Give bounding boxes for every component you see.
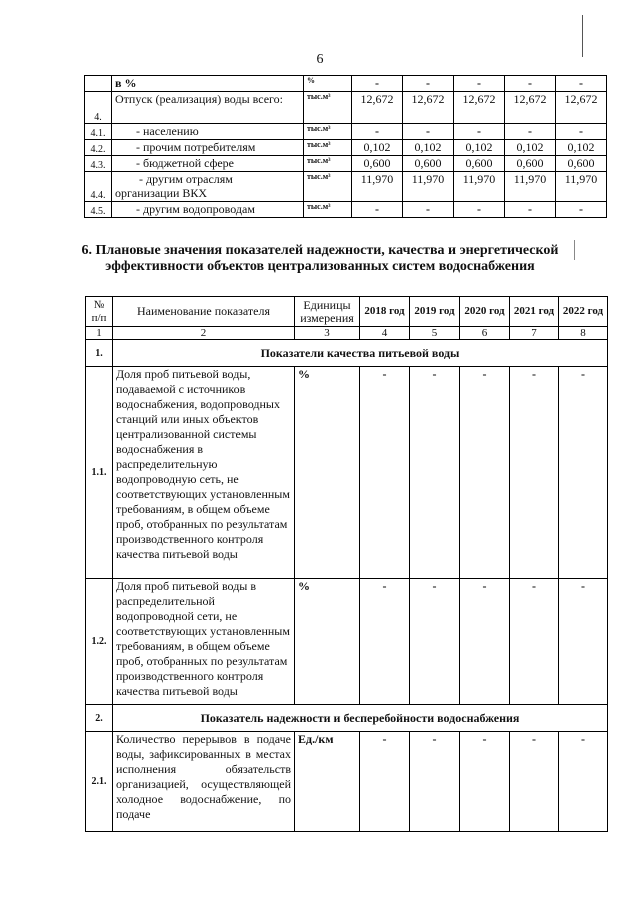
table-row: 4.5. - другим водопроводам тыс.м³ - - - - -	[85, 202, 607, 218]
table-row: в % % - - - - -	[85, 76, 607, 92]
row-unit: тыс.м³	[304, 124, 352, 140]
section-heading: 6. Плановые значения показателей надежности, качества и энергетической эффективности объектов централизованных систем водоснабжения	[81, 243, 559, 274]
row-name: Отпуск (реализация) воды всего:	[112, 92, 304, 124]
table-header-row	[86, 297, 608, 327]
row-name: - прочим потребителям	[112, 140, 304, 156]
section-title: Показатель надежности и бесперебойности водоснабжения	[113, 705, 608, 732]
row-unit: тыс.м³	[304, 156, 352, 172]
planned-indicators-table	[85, 296, 608, 832]
page-number: 6	[316, 52, 324, 67]
table-row: 1.1. Доля проб питьевой воды, подаваемой с источников водоснабжения, водопроводных станций или иных объектов централизованной системы водоснабжения в распределительную водопроводную сеть, не соответствующих установленным требованиям, в общем объеме проб, отобранных по результатам производственного контроля качества питьевой воды % - - - - -	[86, 367, 608, 579]
row-name: Доля проб питьевой воды в распределительной водопроводной сети, не соответствующих установленным требованиям, в общем объеме проб, отобранных по результатам производственного контроля качества питьевой воды	[113, 579, 295, 705]
header-year: 2018 год	[360, 297, 410, 327]
table-row: 4.1. - населению тыс.м³ - - - - -	[85, 124, 607, 140]
table-row: 4.3. - бюджетной сфере тыс.м³ 0,600 0,600 0,600 0,600 0,600	[85, 156, 607, 172]
header-year: 2021 год	[510, 297, 559, 327]
table-row: 4.2. - прочим потребителям тыс.м³ 0,102 0,102 0,102 0,102 0,102	[85, 140, 607, 156]
header-year: 2020 год	[460, 297, 510, 327]
row-unit: %	[295, 367, 360, 579]
header-num: № п/п	[86, 297, 113, 327]
row-name: Доля проб питьевой воды, подаваемой с источников водоснабжения, водопроводных станций или иных объектов централизованной системы водоснабжения в распределительную водопроводную сеть, не соответствующих установленным требованиям, в общем объеме проб, отобранных по результатам производственного контроля качества питьевой воды	[113, 367, 295, 579]
header-name: Наименование показателя	[113, 297, 295, 327]
header-year: 2019 год	[410, 297, 460, 327]
row-name: в %	[112, 76, 304, 92]
row-name: - другим водопроводам	[112, 202, 304, 218]
row-unit: тыс.м³	[304, 92, 352, 124]
row-unit: Ед./км	[295, 732, 360, 832]
table-row: 4. Отпуск (реализация) воды всего: тыс.м³ 12,672 12,672 12,672 12,672 12,672	[85, 92, 607, 124]
scan-artifact-line	[582, 15, 583, 57]
scan-artifact-line	[574, 240, 575, 260]
section-row: 1. Показатели качества питьевой воды	[86, 340, 608, 367]
header-year: 2022 год	[559, 297, 608, 327]
row-unit: тыс.м³	[304, 202, 352, 218]
section-title: Показатели качества питьевой воды	[113, 340, 608, 367]
table-row: 1.2. Доля проб питьевой воды в распределительной водопроводной сети, не соответствующих установленным требованиям, в общем объеме проб, отобранных по результатам производственного контроля качества питьевой воды % - - - - -	[86, 579, 608, 705]
column-index-row: 1 2 3 4 5 6 7 8	[86, 327, 608, 340]
row-name: Количество перерывов в подаче воды, зафиксированных в местах исполнения обязательств организацией, осуществляющей холодное водоснабжение, по подаче	[113, 732, 295, 832]
row-unit: тыс.м³	[304, 172, 352, 202]
header-unit: Единицы измерения	[295, 297, 360, 327]
table-row: 4.4. - другим отраслям организации ВКХ тыс.м³ 11,970 11,970 11,970 11,970 11,970	[85, 172, 607, 202]
row-unit: %	[295, 579, 360, 705]
water-release-table	[84, 75, 607, 218]
row-name: - бюджетной сфере	[112, 156, 304, 172]
row-unit: %	[304, 76, 352, 92]
row-name: - другим отраслям организации ВКХ	[112, 172, 304, 202]
row-name: - населению	[112, 124, 304, 140]
row-unit: тыс.м³	[304, 140, 352, 156]
table-row: 2.1. Количество перерывов в подаче воды, зафиксированных в местах исполнения обязательств организацией, осуществляющей холодное водоснабжение, по подаче Ед./км - - - - -	[86, 732, 608, 832]
section-row: 2. Показатель надежности и бесперебойности водоснабжения	[86, 705, 608, 732]
